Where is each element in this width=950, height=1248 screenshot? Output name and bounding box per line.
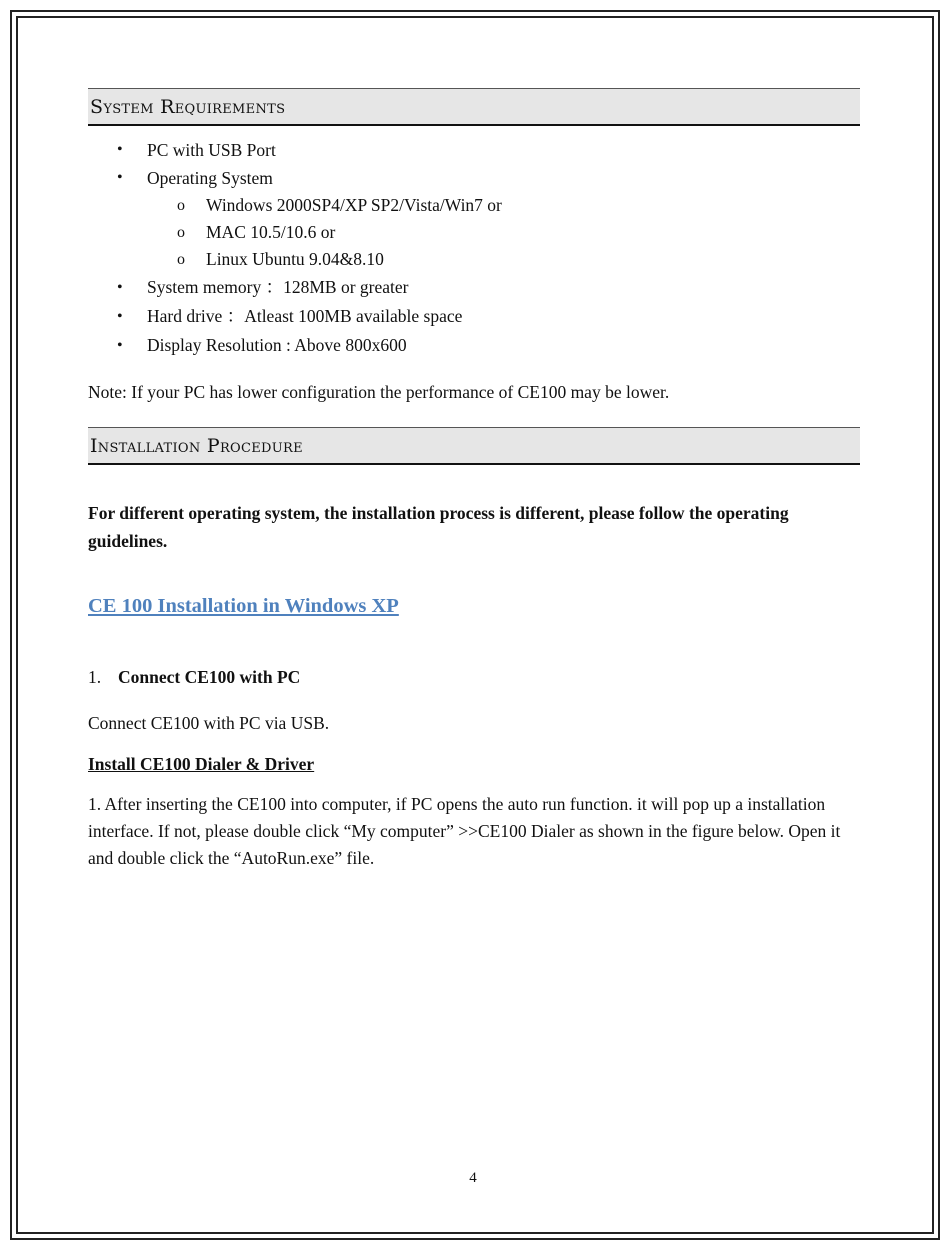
- connect-instruction: Connect CE100 with PC via USB.: [88, 713, 330, 733]
- bullet-icon: •: [117, 169, 123, 186]
- requirement-hard-drive: Hard drive ：Atleast 100MB available space: [147, 306, 463, 326]
- step-number: 1.: [88, 667, 102, 687]
- requirement-os: Operating System: [147, 168, 273, 188]
- requirement-display: Display Resolution : Above 800x600: [147, 335, 407, 355]
- requirement-pc: PC with USB Port: [147, 140, 276, 160]
- page-content: [88, 88, 860, 872]
- list-item: [147, 246, 860, 273]
- bullet-icon: •: [117, 141, 123, 158]
- bullet-icon: •: [117, 279, 123, 296]
- os-option-linux: Linux Ubuntu 9.04&8.10: [206, 249, 384, 269]
- section-title: System Requirements: [90, 95, 286, 118]
- section-header-system-requirements: [88, 88, 860, 126]
- list-item: [88, 136, 860, 164]
- install-dialer-heading: Install CE100 Dialer & Driver: [88, 754, 315, 774]
- list-item: [88, 302, 860, 331]
- step-label: Connect CE100 with PC: [118, 667, 301, 687]
- requirement-memory: System memory ：128MB or greater: [147, 277, 409, 297]
- requirements-note: Note: If your PC has lower configuration the performance of CE100 may be lower.: [88, 382, 670, 402]
- install-instruction: 1. After inserting the CE100 into computer, if PC opens the auto run function. it will pop up a installation interface. If not, please double click “My computer” >>CE100 Dialer as shown in the figure below. Open it and double click the “AutoRun.exe” file.: [88, 794, 841, 868]
- requirements-list: [88, 136, 860, 360]
- page-number: 4: [469, 1170, 477, 1186]
- circle-bullet-icon: o: [177, 224, 185, 241]
- installation-intro: For different operating system, the installation process is different, please follow the operating guidelines.: [88, 503, 789, 551]
- os-options-list: [147, 192, 860, 273]
- circle-bullet-icon: o: [177, 251, 185, 268]
- bullet-icon: •: [117, 308, 123, 325]
- windows-xp-installation-link[interactable]: CE 100 Installation in Windows XP: [88, 595, 399, 617]
- list-item: [88, 164, 860, 273]
- list-item: [147, 219, 860, 246]
- list-item: [88, 273, 860, 302]
- section-header-installation: [88, 427, 860, 465]
- circle-bullet-icon: o: [177, 197, 185, 214]
- list-item: [147, 192, 860, 219]
- section-title: Installation Procedure: [90, 434, 303, 457]
- bullet-icon: •: [117, 337, 123, 354]
- list-item: [88, 331, 860, 360]
- os-option-windows: Windows 2000SP4/XP SP2/Vista/Win7 or: [206, 195, 502, 215]
- os-option-mac: MAC 10.5/10.6 or: [206, 222, 336, 242]
- step-connect: [88, 667, 860, 688]
